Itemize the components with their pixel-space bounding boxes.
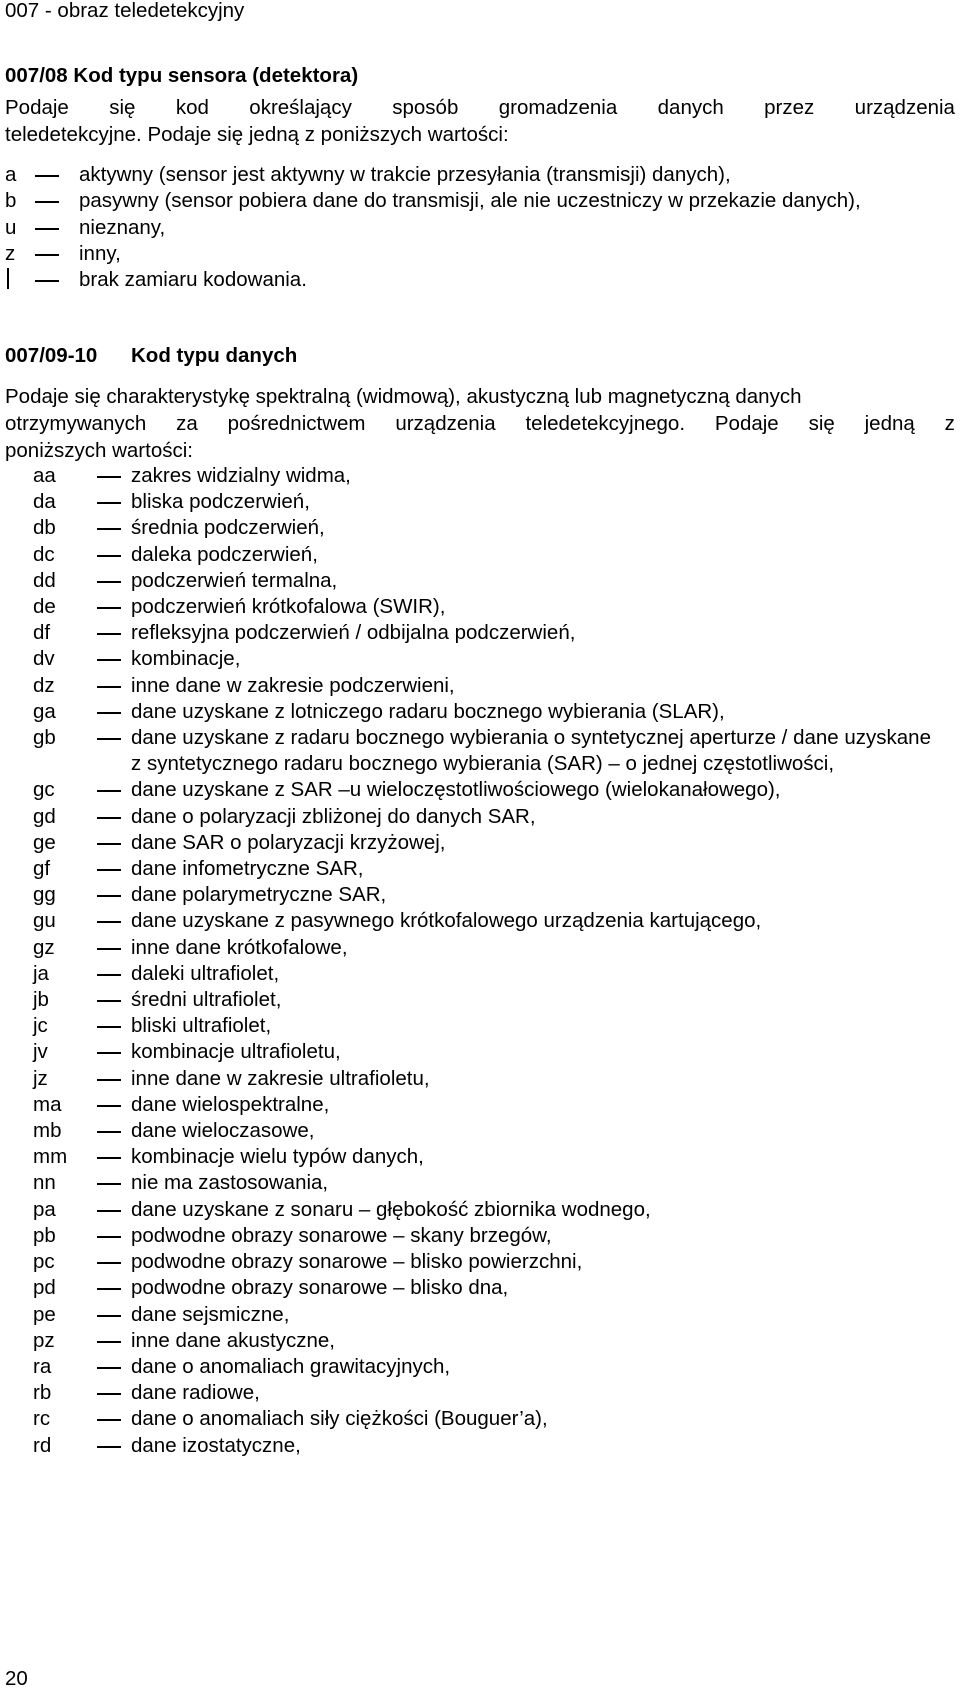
code-list-item <box>33 725 933 777</box>
item-description: nie ma zastosowania, <box>131 1171 329 1195</box>
item-code: dz <box>33 673 55 697</box>
item-code: pb <box>33 1223 56 1247</box>
dash-separator <box>97 856 131 882</box>
item-description: dane izostatyczne, <box>131 1433 301 1457</box>
intro-line: poniższych wartości: <box>5 439 193 462</box>
dash-separator <box>97 673 131 699</box>
intro-word: teledetekcyjnego. <box>525 412 686 435</box>
item-description: średni ultrafiolet, <box>131 988 282 1012</box>
item-description: średnia podczerwień, <box>131 516 325 540</box>
dash-separator <box>97 489 131 515</box>
item-description: podczerwień krótkofalowa (SWIR), <box>131 595 446 619</box>
item-description: dane sejsmiczne, <box>131 1302 290 1326</box>
intro-word: pośrednictwem <box>227 412 366 435</box>
dash-separator <box>97 1275 131 1301</box>
item-description: inny, <box>79 241 121 265</box>
item-code: rb <box>33 1381 52 1405</box>
dash-separator <box>97 987 131 1013</box>
item-description: pasywny (sensor pobiera dane do transmisji, ale nie uczestniczy w przekazie danych), <box>79 189 861 213</box>
code-list-item <box>5 267 955 293</box>
item-code: ma <box>33 1092 62 1116</box>
dash-separator <box>97 1118 131 1144</box>
dash-separator <box>33 188 79 214</box>
item-code: gz <box>33 935 55 959</box>
dash-separator <box>97 699 131 725</box>
code-list-item <box>5 162 955 188</box>
item-code: db <box>33 516 56 540</box>
item-description: dane SAR o polaryzacji krzyżowej, <box>131 830 446 854</box>
dash-separator <box>97 908 131 934</box>
dash-separator <box>97 882 131 908</box>
item-code: ja <box>33 961 49 985</box>
item-code: z <box>5 241 16 265</box>
intro-word: przez <box>764 96 815 119</box>
intro-word: otrzymywanych <box>5 412 147 435</box>
intro-word: danych <box>657 96 724 119</box>
dash-separator <box>97 1328 131 1354</box>
dash-separator <box>97 1302 131 1328</box>
code-list-item <box>33 699 933 725</box>
item-description: bliska podczerwień, <box>131 490 310 514</box>
vertical-bar-icon <box>7 268 9 289</box>
code-list-item <box>33 908 933 934</box>
item-description: refleksyjna podczerwień / odbijalna podczerwień, <box>131 621 576 645</box>
item-code: gg <box>33 883 56 907</box>
intro-line: Podaje się charakterystykę spektralną (widmową), akustyczną lub magnetyczną danych <box>5 385 802 408</box>
item-code: gd <box>33 804 56 828</box>
item-description: dane uzyskane z sonaru – głębokość zbiornika wodnego, <box>131 1197 651 1221</box>
dash-separator <box>97 515 131 541</box>
item-description: dane o anomaliach siły ciężkości (Bouguer’a), <box>131 1407 548 1431</box>
code-list-item <box>5 188 955 214</box>
item-description: dane radiowe, <box>131 1381 260 1405</box>
item-code: dv <box>33 647 55 671</box>
item-code: pc <box>33 1250 55 1274</box>
item-code: de <box>33 595 56 619</box>
item-code: rc <box>33 1407 51 1431</box>
intro-word: gromadzenia <box>498 96 618 119</box>
dash-separator <box>33 241 79 267</box>
code-list-item <box>33 1144 933 1170</box>
intro-word: się <box>109 96 136 119</box>
section-intro-sensor-type <box>5 94 955 148</box>
code-list-item <box>33 1302 933 1328</box>
dash-separator <box>97 1092 131 1118</box>
item-code: ra <box>33 1354 52 1378</box>
item-code: gb <box>33 726 56 750</box>
item-code: nn <box>33 1171 56 1195</box>
item-description: kombinacje ultrafioletu, <box>131 1040 341 1064</box>
item-code: rd <box>33 1433 52 1457</box>
blank-code-marker <box>5 267 33 293</box>
field-title: Kod typu danych <box>131 344 298 367</box>
code-list-item <box>33 1092 933 1118</box>
item-code: gu <box>33 909 56 933</box>
intro-word: Podaje <box>5 96 69 119</box>
dash-separator <box>97 1066 131 1092</box>
page-header: 007 - obraz teledetekcyjny <box>5 0 245 22</box>
section-title-data-type <box>5 344 297 368</box>
code-list-item <box>33 830 933 856</box>
code-list-item <box>33 568 933 594</box>
item-description: brak zamiaru kodowania. <box>79 268 307 292</box>
code-list-item <box>33 777 933 803</box>
dash-separator <box>97 1144 131 1170</box>
item-description: dane uzyskane z pasywnego krótkofalowego urządzenia kartującego, <box>131 909 762 933</box>
item-code: aa <box>33 464 56 487</box>
code-list-item <box>33 646 933 672</box>
item-description: dane o anomaliach grawitacyjnych, <box>131 1354 451 1378</box>
code-list-item <box>33 1170 933 1196</box>
dash-separator <box>97 935 131 961</box>
item-code: mb <box>33 1119 62 1143</box>
data-type-code-list <box>33 463 933 1459</box>
item-code: b <box>5 189 17 213</box>
item-code: jc <box>33 1014 48 1038</box>
code-list-item <box>33 1249 933 1275</box>
item-description: nieznany, <box>79 215 166 239</box>
item-description: dane infometryczne SAR, <box>131 857 364 881</box>
dash-separator <box>97 1380 131 1406</box>
intro-word: się <box>808 412 835 435</box>
item-code: dd <box>33 568 56 592</box>
dash-separator <box>97 1433 131 1459</box>
sensor-type-code-list <box>5 162 955 293</box>
dash-separator <box>97 463 131 489</box>
dash-separator <box>33 267 79 293</box>
item-description: bliski ultrafiolet, <box>131 1014 272 1038</box>
code-list-item <box>5 241 955 267</box>
item-code: u <box>5 215 17 239</box>
item-description: inne dane w zakresie ultrafioletu, <box>131 1066 430 1090</box>
item-description: dane wieloczasowe, <box>131 1119 315 1143</box>
field-code: 007/09-10 <box>5 344 98 367</box>
item-code: jv <box>33 1040 48 1064</box>
code-list-item <box>33 489 933 515</box>
dash-separator <box>97 620 131 646</box>
intro-word: określający <box>249 96 352 119</box>
item-description: inne dane akustyczne, <box>131 1328 335 1352</box>
code-list-item <box>33 515 933 541</box>
item-code: gc <box>33 778 55 802</box>
item-description: dane uzyskane z SAR –u wieloczęstotliwościowego (wielokanałowego), <box>131 778 781 802</box>
intro-word: za <box>176 412 198 435</box>
intro-line: teledetekcyjne. Podaje się jedną z poniższych wartości: <box>5 123 509 146</box>
page-number: 20 <box>5 1667 28 1690</box>
item-description: dane polarymetryczne SAR, <box>131 883 387 907</box>
code-list-item <box>33 673 933 699</box>
item-code: jb <box>33 988 49 1012</box>
dash-separator <box>33 215 79 241</box>
item-description: daleka podczerwień, <box>131 542 318 566</box>
dash-separator <box>97 1249 131 1275</box>
dash-separator <box>97 568 131 594</box>
dash-separator <box>97 777 131 803</box>
item-description: dane o polaryzacji zbliżonej do danych SAR, <box>131 804 536 828</box>
item-code: pe <box>33 1302 56 1326</box>
intro-word: Podaje <box>714 412 779 435</box>
intro-word: urządzenia <box>395 412 496 435</box>
dash-separator <box>97 1013 131 1039</box>
intro-justified-line <box>5 410 955 437</box>
section-title-sensor-type: 007/08 Kod typu sensora (detektora) <box>5 64 359 87</box>
code-list-item <box>33 935 933 961</box>
item-code: df <box>33 621 51 645</box>
section-intro-data-type <box>5 383 955 464</box>
item-description: podwodne obrazy sonarowe – blisko powierzchni, <box>131 1250 583 1274</box>
item-description: dane wielospektralne, <box>131 1092 330 1116</box>
code-list-item <box>33 542 933 568</box>
dash-separator <box>97 1354 131 1380</box>
dash-separator <box>97 1039 131 1065</box>
code-list-item <box>33 804 933 830</box>
item-code: pz <box>33 1328 55 1352</box>
code-list-item <box>33 1066 933 1092</box>
item-description: podwodne obrazy sonarowe – skany brzegów, <box>131 1223 552 1247</box>
item-code: ge <box>33 830 56 854</box>
intro-word: urządzenia <box>854 96 955 119</box>
code-list-item <box>33 1433 933 1459</box>
dash-separator <box>97 1223 131 1249</box>
code-list-item <box>33 1118 933 1144</box>
item-code: jz <box>33 1066 48 1090</box>
item-code: ga <box>33 699 56 723</box>
code-list-item <box>33 620 933 646</box>
code-list-item <box>33 856 933 882</box>
dash-separator <box>97 830 131 856</box>
item-description: podczerwień termalna, <box>131 568 338 592</box>
item-description: kombinacje wielu typów danych, <box>131 1145 424 1169</box>
code-list-item <box>33 1275 933 1301</box>
item-code: pa <box>33 1197 56 1221</box>
dash-separator <box>97 725 131 777</box>
code-list-item <box>33 1223 933 1249</box>
code-list-item <box>33 987 933 1013</box>
intro-justified-line <box>5 94 955 121</box>
dash-separator <box>97 804 131 830</box>
item-description: dane uzyskane z lotniczego radaru bocznego wybierania (SLAR), <box>131 699 725 723</box>
dash-separator <box>97 594 131 620</box>
item-description: inne dane krótkofalowe, <box>131 935 348 959</box>
item-description: inne dane w zakresie podczerwieni, <box>131 673 455 697</box>
item-description: zakres widzialny widma, <box>131 464 351 487</box>
code-list-item <box>33 1380 933 1406</box>
code-list-item <box>33 882 933 908</box>
intro-word: kod <box>175 96 209 119</box>
item-code: mm <box>33 1145 68 1169</box>
item-description: dane uzyskane z radaru bocznego wybierania o syntetycznej aperturze / dane uzyskane z syntetycznego radaru bocznego wybierania (SAR) – o jednej częstotliwości, <box>131 726 931 776</box>
intro-word: jedną <box>864 412 915 435</box>
dash-separator <box>97 1197 131 1223</box>
code-list-item <box>33 463 933 489</box>
code-list-item <box>33 1406 933 1432</box>
item-description: podwodne obrazy sonarowe – blisko dna, <box>131 1276 509 1300</box>
item-code: da <box>33 490 56 514</box>
code-list-item <box>5 215 955 241</box>
code-list-item <box>33 961 933 987</box>
dash-separator <box>97 1406 131 1432</box>
code-list-item <box>33 1354 933 1380</box>
code-list-item <box>33 1039 933 1065</box>
item-description: daleki ultrafiolet, <box>131 961 280 985</box>
dash-separator <box>97 542 131 568</box>
item-code: pd <box>33 1276 56 1300</box>
code-list-item <box>33 594 933 620</box>
code-list-item <box>33 1197 933 1223</box>
item-description: kombinacje, <box>131 647 241 671</box>
item-code: gf <box>33 857 51 881</box>
item-code: a <box>5 163 17 186</box>
intro-word: sposób <box>392 96 459 119</box>
item-description: aktywny (sensor jest aktywny w trakcie przesyłania (transmisji) danych), <box>79 163 731 186</box>
intro-word: z <box>944 412 955 435</box>
dash-separator <box>33 162 79 188</box>
code-list-item <box>33 1013 933 1039</box>
dash-separator <box>97 961 131 987</box>
dash-separator <box>97 1170 131 1196</box>
code-list-item <box>33 1328 933 1354</box>
dash-separator <box>97 646 131 672</box>
item-code: dc <box>33 542 55 566</box>
